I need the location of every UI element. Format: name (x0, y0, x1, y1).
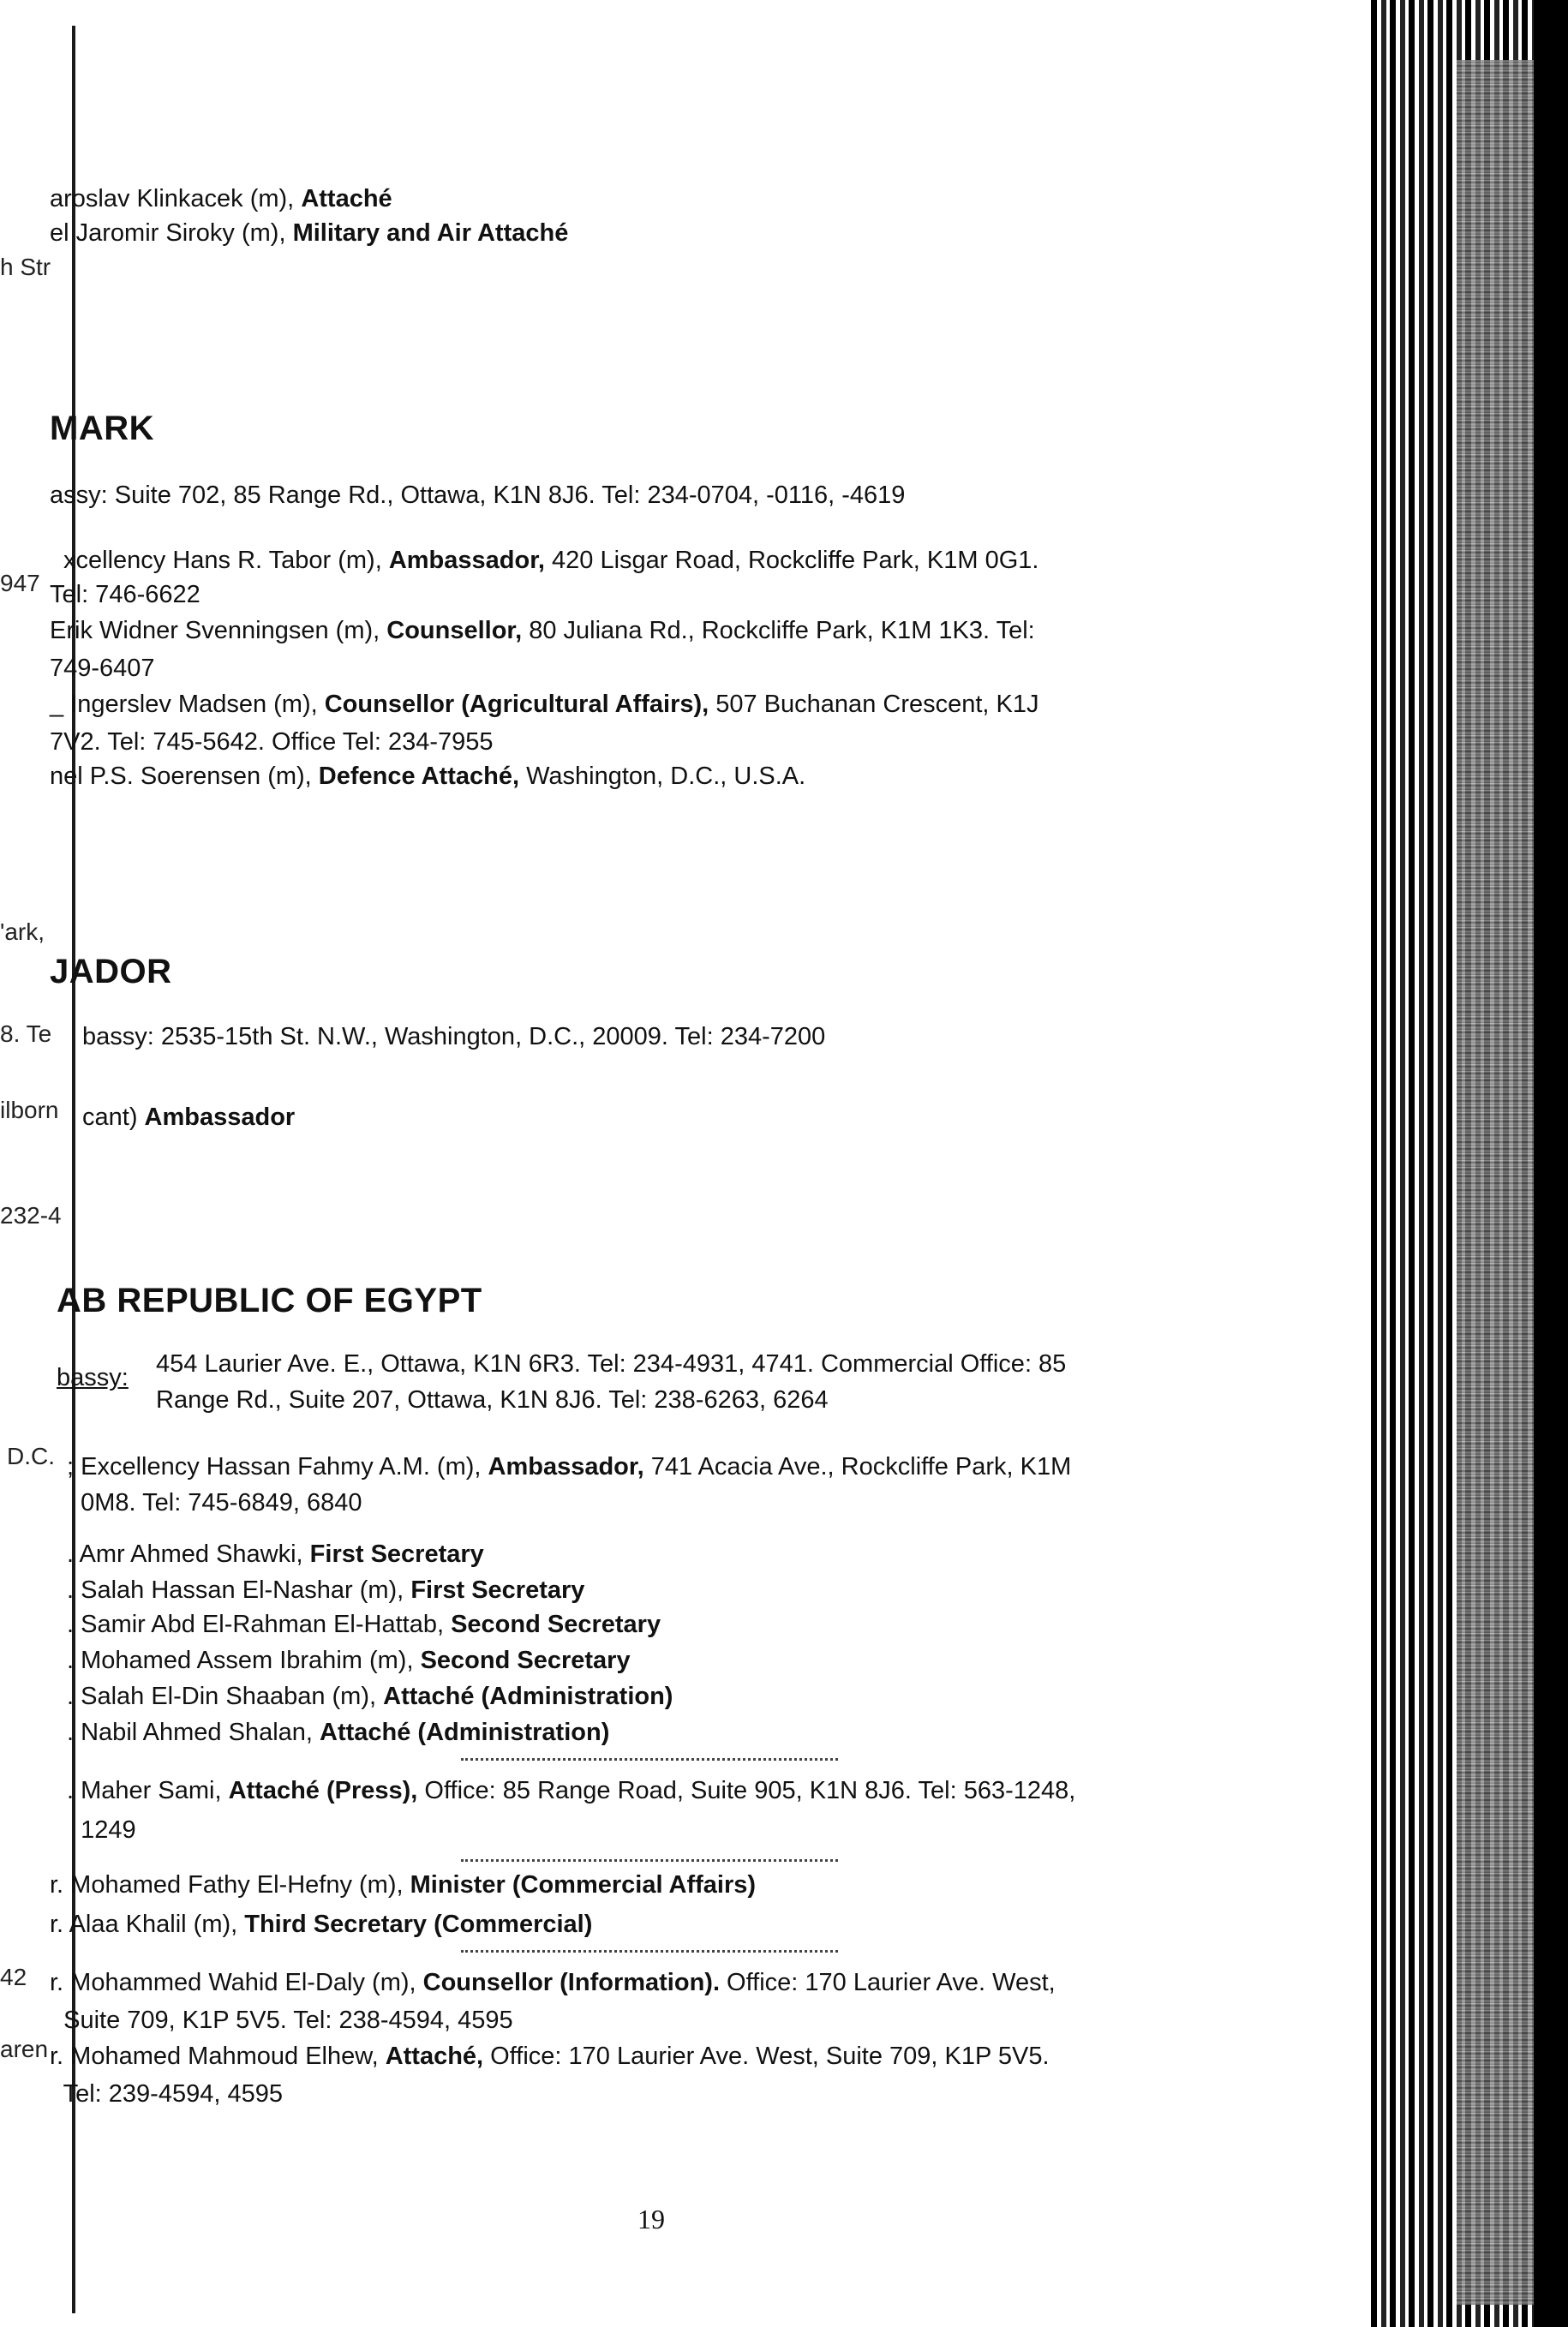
margin-fragment: h Str (0, 254, 51, 280)
margin-fragment: D.C. (7, 1443, 55, 1469)
staff-entry: 1249 (67, 1816, 136, 1844)
margin-fragment: aren (0, 2036, 49, 2062)
staff-entry: cant) Ambassador (82, 1104, 296, 1131)
page-number: 19 (637, 2204, 665, 2234)
margin-fragment: 232-4 (0, 1202, 62, 1229)
staff-entry: . Salah Hassan El-Nashar (m), First Secretary (67, 1576, 585, 1604)
staff-entry: Tel: 746-6622 (50, 581, 200, 608)
margin-fragment: 8. Te (0, 1020, 52, 1047)
embassy-label: bassy: (57, 1364, 129, 1391)
section-divider (461, 1758, 838, 1761)
staff-entry: ; Excellency Hassan Fahmy A.M. (m), Ambassador, 741 Acacia Ave., Rockcliffe Park, K1M (67, 1453, 1072, 1481)
staff-entry: aroslav Klinkacek (m), Attaché (50, 185, 392, 212)
staff-entry: 749-6407 (50, 655, 155, 682)
staff-entry: . Amr Ahmed Shawki, First Secretary (67, 1540, 484, 1568)
margin-fragment: 'ark, (0, 918, 45, 945)
staff-entry: 7V2. Tel: 745-5642. Office Tel: 234-7955 (50, 728, 494, 756)
staff-entry: . Nabil Ahmed Shalan, Attaché (Administration) (67, 1719, 610, 1746)
staff-entry: nel P.S. Soerensen (m), Defence Attaché, Washington, D.C., U.S.A. (50, 763, 806, 790)
embassy-address: assy: Suite 702, 85 Range Rd., Ottawa, K1N 8J6. Tel: 234-0704, -0116, -4619 (50, 482, 906, 509)
staff-entry: _ Ingerslev Madsen (m), Counsellor (Agricultural Affairs), 507 Buchanan Crescent, K1J (50, 691, 1039, 718)
staff-entry: r. Alaa Khalil (m), Third Secretary (Commercial) (50, 1911, 593, 1938)
staff-entry: . Maher Sami, Attaché (Press), Office: 85 Range Road, Suite 905, K1N 8J6. Tel: 563-1248, (67, 1777, 1076, 1804)
margin-fragment: 947 (0, 570, 40, 596)
staff-entry: . Salah El-Din Shaaban (m), Attaché (Administration) (67, 1683, 673, 1710)
country-heading: JADOR (50, 953, 172, 990)
margin-fragment: 42 (0, 1964, 27, 1990)
embassy-address: 454 Laurier Ave. E., Ottawa, K1N 6R3. Tel: 234-4931, 4741. Commercial Office: 85 (156, 1350, 1067, 1378)
section-divider (461, 1950, 838, 1953)
binding-texture (1457, 60, 1538, 2305)
binding-shadow (1534, 0, 1568, 2327)
margin-fragment: ilborn (0, 1097, 59, 1123)
country-heading: MARK (50, 410, 154, 447)
staff-entry: el Jaromir Siroky (m), Military and Air Attaché (50, 219, 569, 247)
embassy-address: bassy: 2535-15th St. N.W., Washington, D.C., 20009. Tel: 234-7200 (82, 1023, 826, 1050)
staff-entry: Suite 709, K1P 5V5. Tel: 238-4594, 4595 (50, 2007, 513, 2034)
staff-entry: 0M8. Tel: 745-6849, 6840 (67, 1489, 362, 1516)
staff-entry: . Mohamed Assem Ibrahim (m), Second Secretary (67, 1647, 631, 1674)
staff-entry: r. Mohamed Mahmoud Elhew, Attaché, Office: 170 Laurier Ave. West, Suite 709, K1P 5V5. (50, 2043, 1050, 2070)
section-divider (461, 1859, 838, 1862)
staff-entry: xcellency Hans R. Tabor (m), Ambassador, 420 Lisgar Road, Rockcliffe Park, K1M 0G1. (63, 547, 1039, 574)
staff-entry: Erik Widner Svenningsen (m), Counsellor, 80 Juliana Rd., Rockcliffe Park, K1M 1K3. Tel: (50, 617, 1035, 644)
staff-entry: . Samir Abd El-Rahman El-Hattab, Second Secretary (67, 1611, 661, 1638)
staff-entry: r. Mohamed Fathy El-Hefny (m), Minister (Commercial Affairs) (50, 1871, 757, 1899)
staff-entry: Tel: 239-4594, 4595 (50, 2080, 283, 2108)
staff-entry: r. Mohammed Wahid El-Daly (m), Counsellor (Information). Office: 170 Laurier Ave. West, (50, 1969, 1056, 1996)
embassy-address: Range Rd., Suite 207, Ottawa, K1N 8J6. Tel: 238-6263, 6264 (156, 1386, 829, 1414)
country-heading: AB REPUBLIC OF EGYPT (57, 1282, 482, 1319)
